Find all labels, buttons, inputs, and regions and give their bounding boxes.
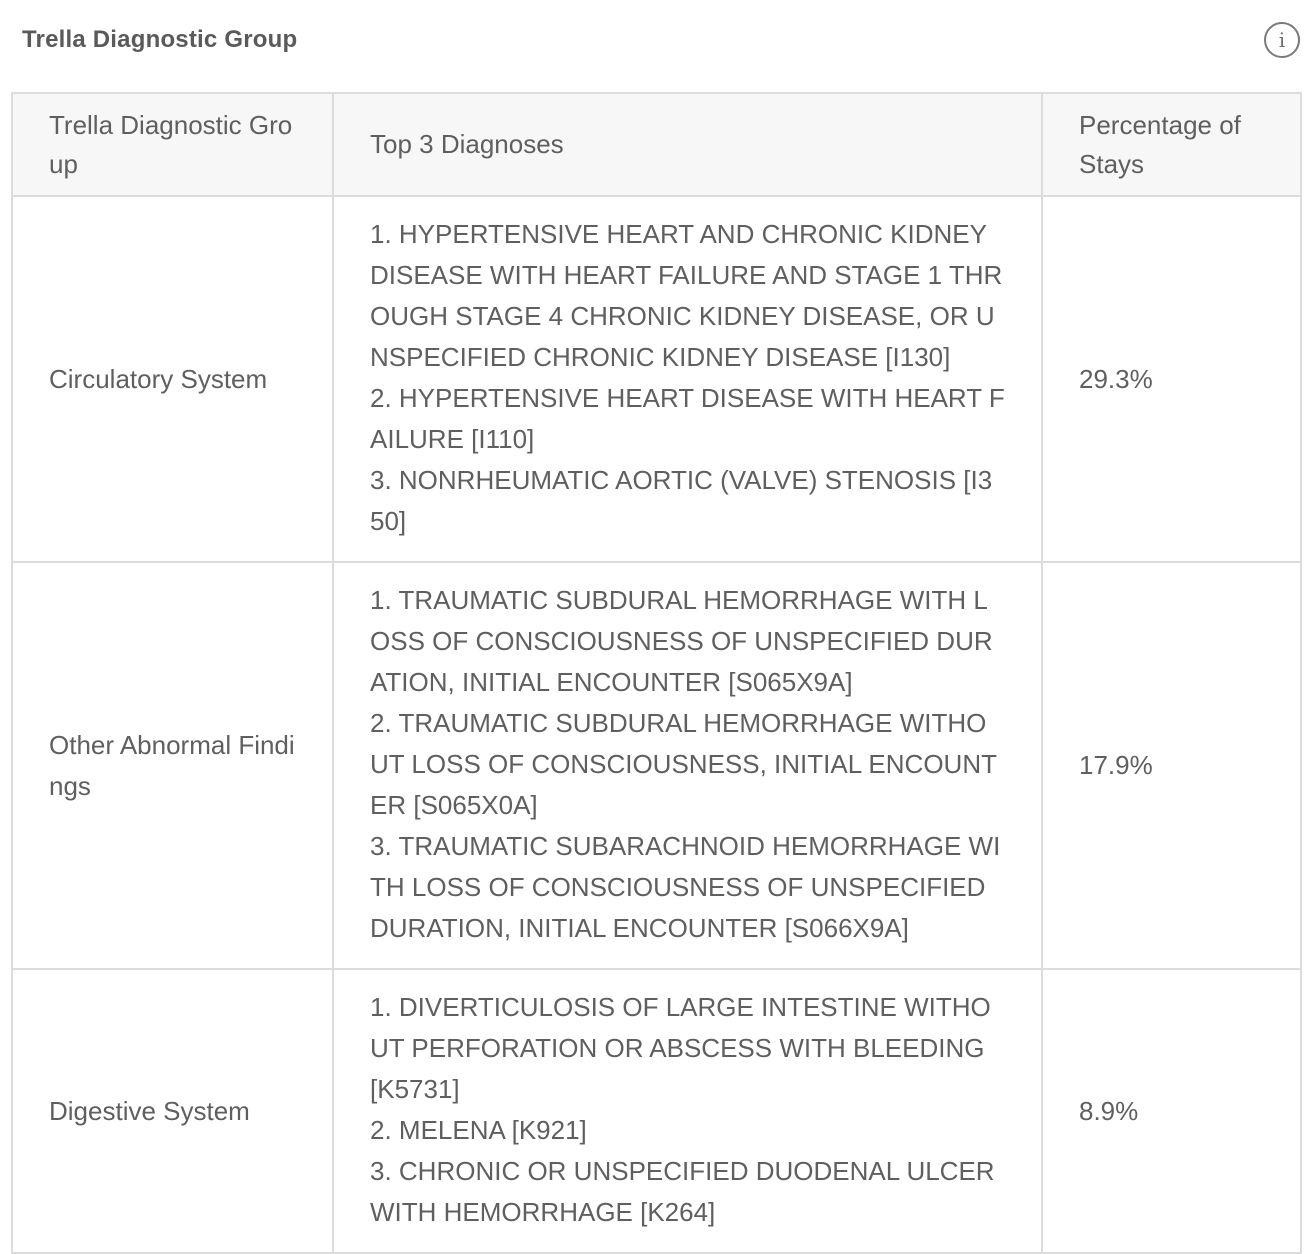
column-header-group[interactable]: Trella Diagnostic Group <box>12 93 333 196</box>
diagnosis-item: 3. CHRONIC OR UNSPECIFIED DUODENAL ULCER WITH HEMORRHAGE [K264] <box>370 1156 995 1227</box>
percentage-cell: 29.3% <box>1042 196 1301 562</box>
diagnosis-item: 2. HYPERTENSIVE HEART DISEASE WITH HEART FAILURE [I110] <box>370 383 1005 454</box>
diagnosis-item: 1. DIVERTICULOSIS OF LARGE INTESTINE WITHOUT PERFORATION OR ABSCESS WITH BLEEDING [K5731] <box>370 992 991 1104</box>
table-header-row <box>12 93 1301 196</box>
card-title: Trella Diagnostic Group <box>22 26 298 53</box>
diagnoses-cell <box>333 562 1042 969</box>
diagnosis-item: 3. TRAUMATIC SUBARACHNOID HEMORRHAGE WITH LOSS OF CONSCIOUSNESS OF UNSPECIFIED DURATION, INITIAL ENCOUNTER [S066X9A] <box>370 831 1001 943</box>
card-header <box>22 22 1301 62</box>
column-header-diagnoses[interactable]: Top 3 Diagnoses <box>333 93 1042 196</box>
diagnosis-item: 3. NONRHEUMATIC AORTIC (VALVE) STENOSIS [I350] <box>370 465 993 536</box>
diagnostic-group-table <box>11 92 1302 1254</box>
percentage-cell: 17.9% <box>1042 562 1301 969</box>
diagnosis-item: 2. MELENA [K921] <box>370 1115 587 1145</box>
percentage-cell: 8.9% <box>1042 969 1301 1253</box>
group-cell: Digestive System <box>12 969 333 1253</box>
info-button[interactable] <box>1264 22 1300 58</box>
group-cell: Other Abnormal Findings <box>12 562 333 969</box>
diagnoses-cell <box>333 196 1042 562</box>
column-header-percentage[interactable]: Percentage of Stays <box>1042 93 1301 196</box>
diagnosis-item: 2. TRAUMATIC SUBDURAL HEMORRHAGE WITHOUT LOSS OF CONSCIOUSNESS, INITIAL ENCOUNTER [S065X0A] <box>370 708 997 820</box>
diagnosis-item: 1. TRAUMATIC SUBDURAL HEMORRHAGE WITH LOSS OF CONSCIOUSNESS OF UNSPECIFIED DURATION, INITIAL ENCOUNTER [S065X9A] <box>370 585 993 697</box>
diagnoses-cell <box>333 969 1042 1253</box>
group-cell: Circulatory System <box>12 196 333 562</box>
table-row <box>12 562 1301 969</box>
table-row <box>12 196 1301 562</box>
info-icon: i <box>1278 28 1286 52</box>
table-row <box>12 969 1301 1253</box>
diagnosis-item: 1. HYPERTENSIVE HEART AND CHRONIC KIDNEY DISEASE WITH HEART FAILURE AND STAGE 1 THROUGH STAGE 4 CHRONIC KIDNEY DISEASE, OR UNSPECIFIED CHRONIC KIDNEY DISEASE [I130] <box>370 219 1003 372</box>
